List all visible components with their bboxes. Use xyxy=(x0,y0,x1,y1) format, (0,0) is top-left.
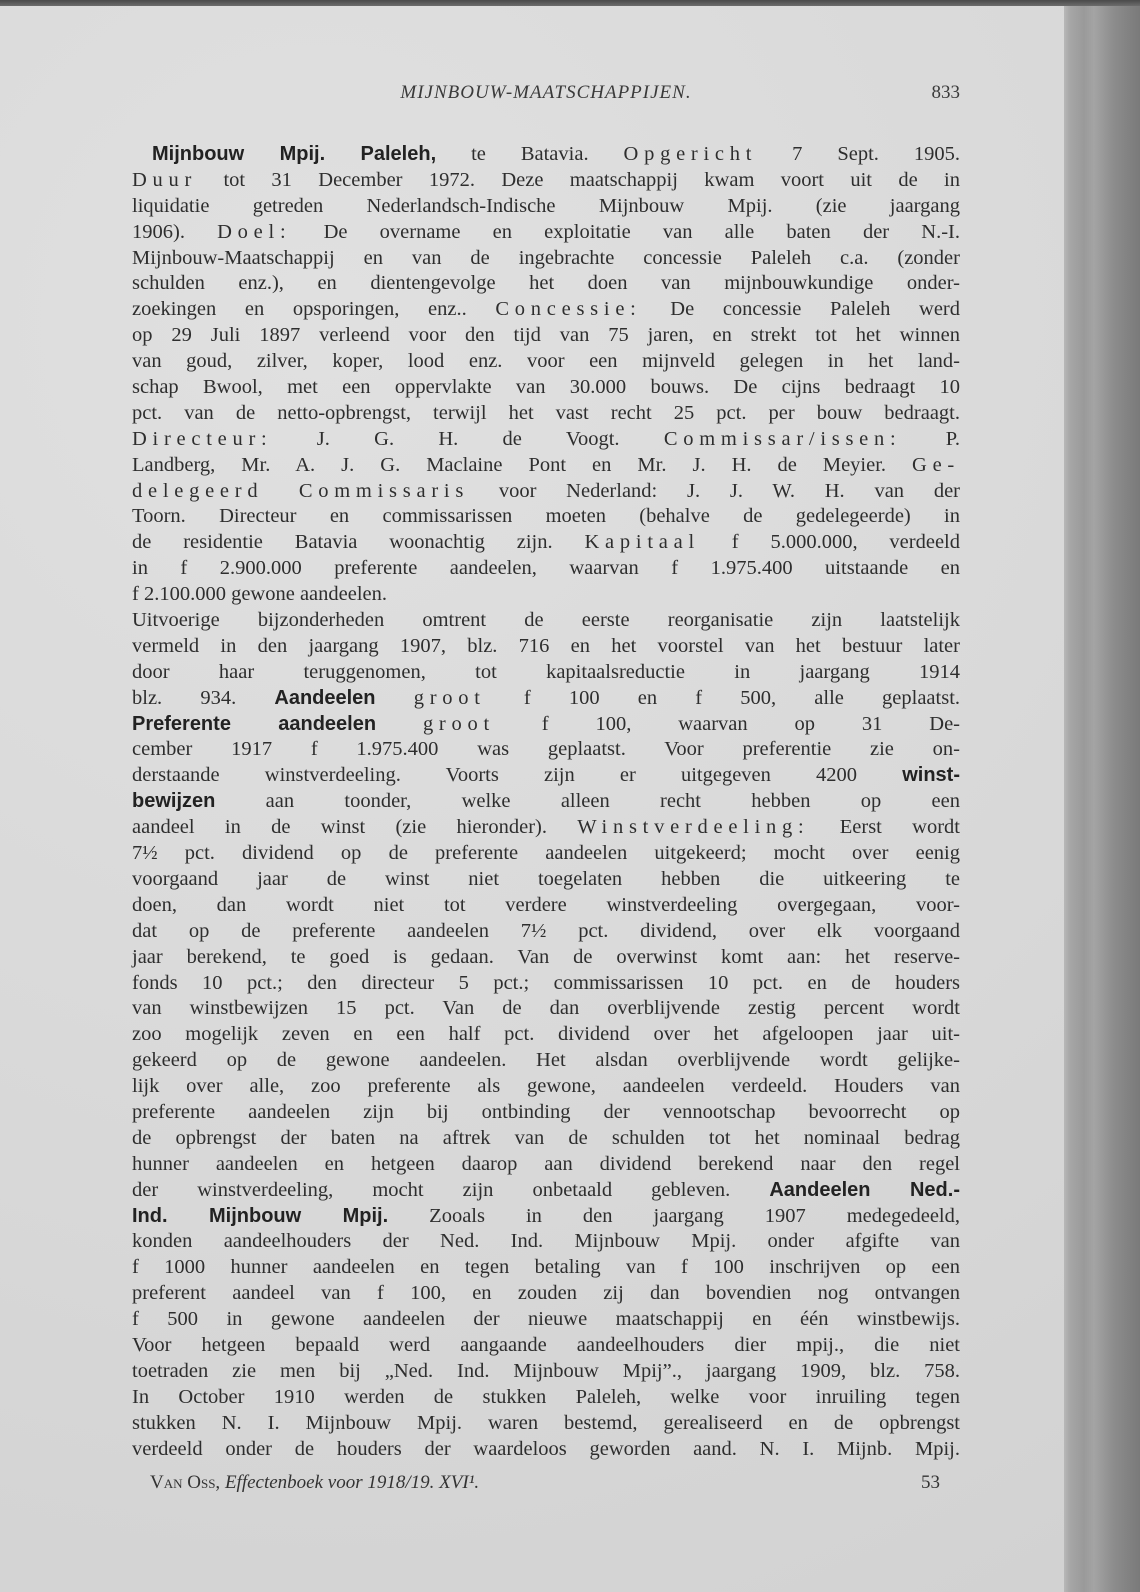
text-line xyxy=(132,1281,960,1307)
text-segment: der winstverdeeling, mocht zijn onbetaald gebleven. xyxy=(132,1178,770,1201)
text-line xyxy=(132,1333,960,1359)
text-line xyxy=(132,1385,960,1411)
text-segment: schap Bwool, met een oppervlakte van 30.000 bouws. De cijns bedraagt 10 xyxy=(132,376,960,399)
bold-heading-text: Aandeelen Ned.- xyxy=(769,1178,960,1201)
text-line xyxy=(132,427,960,453)
running-header xyxy=(132,82,960,108)
text-line xyxy=(132,763,960,789)
text-line xyxy=(132,712,960,738)
text-line xyxy=(132,453,960,479)
text-line xyxy=(132,530,960,556)
text-segment: f 100 en f 500, alle geplaatst. xyxy=(485,686,961,709)
page-body-text xyxy=(132,142,960,1462)
text-line xyxy=(132,142,960,168)
text-line xyxy=(132,246,960,272)
bold-heading-text: Ind. Mijnbouw Mpij. xyxy=(132,1204,389,1227)
text-segment: Mijnbouw-Maatschappij en van de ingebrachte concessie Paleleh c.a. (zonder xyxy=(132,246,960,269)
text-line xyxy=(132,815,960,841)
text-line xyxy=(132,608,960,634)
text-segment: zoo mogelijk zeven en een half pct. dividend over het afgeloopen jaar uit- xyxy=(132,1023,960,1046)
footer-book-title: Effectenboek voor 1918/19. XVI¹. xyxy=(224,1472,480,1493)
text-segment: f 1000 hunner aandeelen en tegen betaling van f 100 inschrijven op een xyxy=(132,1256,960,1279)
text-segment: Eerst wordt xyxy=(809,816,960,839)
spaced-label-text: Kapitaal xyxy=(584,531,700,554)
spaced-label-text: Winstverdeeling: xyxy=(577,816,810,839)
text-line xyxy=(132,971,960,997)
text-line xyxy=(132,1022,960,1048)
text-segment: Uitvoerige bijzonderheden omtrent de eerste reorganisatie zijn laatstelijk xyxy=(132,609,960,632)
text-line xyxy=(132,919,960,945)
text-line xyxy=(132,1204,960,1230)
text-line xyxy=(132,686,960,712)
text-segment: Voor hetgeen bepaald werd aangaande aandeelhouders dier mpij., die niet xyxy=(132,1333,960,1356)
text-segment: schulden enz.), en dientengevolge het doen van mijnbouwkundige onder- xyxy=(132,272,960,295)
text-line xyxy=(132,1437,960,1463)
text-segment: Toorn. Directeur en commissarissen moeten (behalve de gedelegeerde) in xyxy=(132,505,960,528)
signature-number: 53 xyxy=(921,1472,940,1493)
bold-heading-text: Mijnbouw Mpij. Paleleh, xyxy=(152,143,437,165)
text-segment: aan toonder, welke alleen recht hebben op een xyxy=(215,790,960,813)
text-segment: f 500 in gewone aandeelen der nieuwe maatschappij en één winstbewijs. xyxy=(132,1308,960,1331)
text-segment: stukken N. I. Mijnbouw Mpij. waren bestemd, gerealiseerd en de opbrengst xyxy=(132,1411,960,1434)
text-segment: cember 1917 f 1.975.400 was geplaatst. Voor preferentie zie on- xyxy=(132,738,960,761)
page-number: 833 xyxy=(931,82,960,103)
text-line xyxy=(132,556,960,582)
text-line xyxy=(132,1048,960,1074)
text-segment: 7 Sept. 1905. xyxy=(757,143,961,165)
bold-heading-text: bewijzen xyxy=(132,790,216,813)
text-segment: vermeld in den jaargang 1907, blz. 716 en het voorstel van het bestuur later xyxy=(132,634,960,657)
spaced-label-text: Concessie: xyxy=(495,298,642,321)
text-segment: 7½ pct. dividend op de preferente aandeelen uitgekeerd; mocht over eenig xyxy=(132,842,960,865)
text-segment: doen, dan wordt niet tot verdere winstverdeeling overgegaan, voor- xyxy=(132,893,960,916)
text-segment: 1906). xyxy=(132,220,218,243)
text-segment: preferente aandeelen zijn bij ontbinding der vennootschap bevoorrecht op xyxy=(132,1100,960,1123)
text-segment: J. G. H. de Voogt. xyxy=(272,427,664,450)
text-segment: in f 2.900.000 preferente aandeelen, waarvan f 1.975.400 uitstaande en xyxy=(132,557,960,580)
text-segment: De overname en exploitatie van alle baten der N.-I. xyxy=(291,220,961,243)
text-segment: toetraden zie men bij „Ned. Ind. Mijnbouw Mpij”., jaargang 1909, blz. 758. xyxy=(132,1359,960,1382)
text-segment: de opbrengst der baten na aftrek van de schulden tot het nominaal bedrag xyxy=(132,1126,960,1149)
text-line xyxy=(132,945,960,971)
text-segment: dat op de preferente aandeelen 7½ pct. dividend, over elk voorgaand xyxy=(132,919,960,942)
text-segment xyxy=(376,713,423,735)
text-line xyxy=(132,168,960,194)
text-line xyxy=(132,297,960,323)
bold-heading-text: Aandeelen xyxy=(274,686,376,709)
spaced-label-text: Duur xyxy=(132,168,198,191)
text-line xyxy=(132,1307,960,1333)
text-segment: voor Nederland: J. J. W. H. van der xyxy=(469,479,960,502)
text-segment: de residentie Batavia woonachtig zijn. xyxy=(132,531,585,554)
bold-heading-text: Preferente aandeelen xyxy=(132,712,377,735)
text-line xyxy=(132,1178,960,1204)
spaced-label-text: delegeerd Commissaris xyxy=(132,479,470,502)
text-segment: door haar teruggenomen, tot kapitaalsreductie in jaargang 1914 xyxy=(132,660,960,683)
text-segment xyxy=(376,687,414,709)
text-line xyxy=(132,1074,960,1100)
text-segment: tot 31 December 1972. Deze maatschappij kwam voort uit de in xyxy=(197,168,960,191)
text-segment: liquidatie getreden Nederlandsch-Indische Mijnbouw Mpij. (zie jaargang xyxy=(132,194,960,217)
spaced-label-text: groot xyxy=(413,686,486,709)
spaced-label-text: Doel: xyxy=(217,220,292,243)
text-segment: pct. van de netto-opbrengst, terwijl het vast recht 25 pct. per bouw bedraagt. xyxy=(132,401,960,424)
page-footer xyxy=(150,1472,940,1498)
bold-heading-text: winst- xyxy=(902,764,960,787)
book-binding-edge xyxy=(1064,6,1140,1592)
text-line xyxy=(132,634,960,660)
text-line xyxy=(132,841,960,867)
text-segment: voorgaand jaar de winst niet toegelaten hebben die uitkeering te xyxy=(132,867,960,890)
text-line xyxy=(132,1229,960,1255)
text-segment: derstaande winstverdeeling. Voorts zijn er uitgegeven 4200 xyxy=(132,764,903,787)
text-segment: Zooals in den jaargang 1907 medegedeeld, xyxy=(388,1204,960,1227)
text-segment: De concessie Paleleh werd xyxy=(641,298,960,321)
text-line xyxy=(132,375,960,401)
text-segment: jaar berekend, te goed is gedaan. Van de overwinst komt aan: het reserve- xyxy=(132,945,960,968)
text-segment: blz. 934. xyxy=(132,686,275,709)
spaced-label-text: groot xyxy=(422,712,495,735)
text-segment: zoekingen en opsporingen, enz.. xyxy=(132,298,496,321)
text-line xyxy=(132,1100,960,1126)
text-line xyxy=(132,1411,960,1437)
running-title: MIJNBOUW-MAATSCHAPPIJEN. xyxy=(400,82,692,103)
text-line xyxy=(132,582,960,608)
text-segment: aandeel in de winst (zie hieronder). xyxy=(132,816,578,839)
text-segment: te Batavia. xyxy=(436,143,624,165)
text-segment: f 2.100.000 gewone aandeelen. xyxy=(132,583,388,606)
text-segment: lijk over alle, zoo preferente als gewone, aandeelen verdeeld. Houders van xyxy=(132,1075,960,1098)
text-line xyxy=(132,867,960,893)
text-line xyxy=(132,323,960,349)
text-line xyxy=(132,660,960,686)
text-segment: P. xyxy=(901,427,960,450)
text-line xyxy=(132,996,960,1022)
text-line xyxy=(132,194,960,220)
text-segment: van winstbewijzen 15 pct. Van de dan overblijvende zestig percent wordt xyxy=(132,997,960,1020)
text-line xyxy=(132,1152,960,1178)
text-segment: In October 1910 werden de stukken Paleleh, welke voor inruiling tegen xyxy=(132,1385,960,1408)
text-segment: preferent aandeel van f 100, en zouden zij dan bovendien nog ontvangen xyxy=(132,1282,960,1305)
spaced-label-text: Directeur: xyxy=(132,427,273,450)
spaced-label-text: Commissar/issen: xyxy=(663,427,902,450)
spaced-label-text: Ge- xyxy=(912,453,960,476)
text-line xyxy=(132,789,960,815)
text-line xyxy=(132,271,960,297)
text-segment: van goud, zilver, koper, lood enz. voor een mijnveld gelegen in het land- xyxy=(132,350,960,373)
text-line xyxy=(132,220,960,246)
text-line xyxy=(132,479,960,505)
text-line xyxy=(132,1126,960,1152)
footer-publisher: Van Oss, xyxy=(150,1472,221,1493)
text-segment: op 29 Juli 1897 verleend voor den tijd van 75 jaren, en strekt tot het winnen xyxy=(132,324,960,347)
text-segment: verdeeld onder de houders der waardeloos geworden aand. N. I. Mijnb. Mpij. xyxy=(132,1437,960,1460)
text-segment: f 100, waarvan op 31 De- xyxy=(494,712,960,735)
text-line xyxy=(132,893,960,919)
text-line xyxy=(132,349,960,375)
text-segment: f 5.000.000, verdeeld xyxy=(699,531,961,554)
text-segment: Landberg, Mr. A. J. G. Maclaine Pont en Mr. J. H. de Meyier. xyxy=(132,453,913,476)
text-line xyxy=(132,1255,960,1281)
text-segment: fonds 10 pct.; den directeur 5 pct.; commissarissen 10 pct. en de houders xyxy=(132,971,960,994)
text-segment: konden aandeelhouders der Ned. Ind. Mijnbouw Mpij. onder afgifte van xyxy=(132,1230,960,1253)
text-line xyxy=(132,737,960,763)
text-segment: hunner aandeelen en hetgeen daarop aan dividend berekend naar den regel xyxy=(132,1152,960,1175)
spaced-label-text: Opgericht xyxy=(623,143,758,165)
text-segment: gekeerd op de gewone aandeelen. Het alsdan overblijvende wordt gelijke- xyxy=(132,1049,960,1072)
text-line xyxy=(132,504,960,530)
text-line xyxy=(132,1359,960,1385)
book-page xyxy=(0,6,1064,1592)
text-line xyxy=(132,401,960,427)
